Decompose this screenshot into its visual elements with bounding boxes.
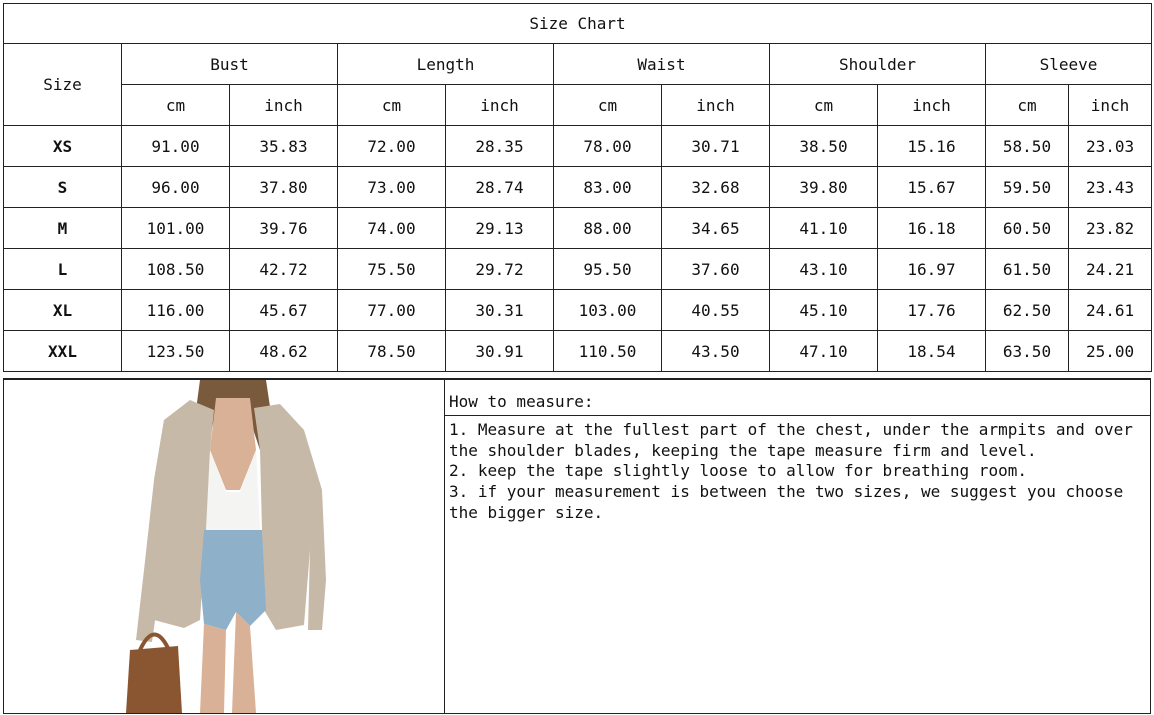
measurement-cell: 58.50 [986, 126, 1069, 167]
measure-header-bust: Bust [122, 44, 338, 85]
unit-header-inch: inch [230, 85, 338, 126]
unit-header-cm: cm [338, 85, 446, 126]
table-row [4, 331, 1152, 372]
measurement-cell: 40.55 [662, 290, 770, 331]
measurement-cell: 95.50 [554, 249, 662, 290]
table-row [4, 290, 1152, 331]
measurement-cell: 62.50 [986, 290, 1069, 331]
leg-left [200, 624, 226, 713]
measurement-cell: 78.00 [554, 126, 662, 167]
measurement-cell: 25.00 [1069, 331, 1152, 372]
measurement-cell: 38.50 [770, 126, 878, 167]
size-cell: M [4, 208, 122, 249]
measurement-cell: 45.67 [230, 290, 338, 331]
measurement-cell: 15.16 [878, 126, 986, 167]
measurement-cell: 29.13 [446, 208, 554, 249]
unit-header-cm: cm [122, 85, 230, 126]
measure-header-waist: Waist [554, 44, 770, 85]
unit-header-inch: inch [1069, 85, 1152, 126]
measurement-cell: 101.00 [122, 208, 230, 249]
size-column-header: Size [4, 44, 122, 126]
table-row [4, 208, 1152, 249]
measurement-cell: 28.74 [446, 167, 554, 208]
measurement-cell: 30.31 [446, 290, 554, 331]
size-cell: XL [4, 290, 122, 331]
model-illustration [4, 380, 444, 713]
measure-step: 3. if your measurement is between the two sizes, we suggest you choose the bigger size. [449, 482, 1124, 522]
measurement-cell: 30.91 [446, 331, 554, 372]
measurement-cell: 23.03 [1069, 126, 1152, 167]
measure-step: 2. keep the tape slightly loose to allow for breathing room. [449, 461, 1027, 481]
table-row [4, 126, 1152, 167]
size-chart-title: Size Chart [4, 4, 1152, 44]
measurement-cell: 116.00 [122, 290, 230, 331]
measurement-cell: 108.50 [122, 249, 230, 290]
measurement-cell: 63.50 [986, 331, 1069, 372]
measurement-cell: 39.76 [230, 208, 338, 249]
measurement-cell: 23.82 [1069, 208, 1152, 249]
measurement-cell: 60.50 [986, 208, 1069, 249]
measurement-cell: 91.00 [122, 126, 230, 167]
how-to-measure-title: How to measure: [445, 380, 1150, 416]
measurement-cell: 24.61 [1069, 290, 1152, 331]
measurement-cell: 103.00 [554, 290, 662, 331]
unit-header-cm: cm [770, 85, 878, 126]
measure-header-shoulder: Shoulder [770, 44, 986, 85]
measurement-cell: 15.67 [878, 167, 986, 208]
measurement-cell: 29.72 [446, 249, 554, 290]
measurement-cell: 77.00 [338, 290, 446, 331]
measurement-cell: 75.50 [338, 249, 446, 290]
measurement-cell: 43.10 [770, 249, 878, 290]
how-to-measure [445, 380, 1150, 713]
unit-header-cm: cm [554, 85, 662, 126]
measurement-cell: 24.21 [1069, 249, 1152, 290]
measurement-cell: 30.71 [662, 126, 770, 167]
size-cell: L [4, 249, 122, 290]
measurement-cell: 42.72 [230, 249, 338, 290]
measurement-cell: 16.18 [878, 208, 986, 249]
model-photo [4, 380, 445, 713]
measurement-cell: 78.50 [338, 331, 446, 372]
measurement-cell: 73.00 [338, 167, 446, 208]
measurement-cell: 23.43 [1069, 167, 1152, 208]
unit-header-inch: inch [446, 85, 554, 126]
measurement-cell: 47.10 [770, 331, 878, 372]
measurement-cell: 83.00 [554, 167, 662, 208]
how-to-measure-steps [445, 416, 1150, 524]
size-chart-table [3, 3, 1152, 372]
unit-header-inch: inch [878, 85, 986, 126]
measurement-cell: 110.50 [554, 331, 662, 372]
measurement-cell: 32.68 [662, 167, 770, 208]
measurement-cell: 37.80 [230, 167, 338, 208]
table-row [4, 167, 1152, 208]
measurement-cell: 123.50 [122, 331, 230, 372]
handbag [126, 646, 182, 713]
measurement-cell: 34.65 [662, 208, 770, 249]
measurement-cell: 41.10 [770, 208, 878, 249]
size-rows [4, 126, 1152, 372]
measure-header-sleeve: Sleeve [986, 44, 1152, 85]
denim-shorts [200, 530, 266, 630]
measurement-cell: 59.50 [986, 167, 1069, 208]
measurement-cell: 35.83 [230, 126, 338, 167]
measurement-cell: 88.00 [554, 208, 662, 249]
unit-header-cm: cm [986, 85, 1069, 126]
measurement-cell: 45.10 [770, 290, 878, 331]
measurement-cell: 48.62 [230, 331, 338, 372]
table-row [4, 249, 1152, 290]
measurement-cell: 72.00 [338, 126, 446, 167]
unit-header-inch: inch [662, 85, 770, 126]
measurement-cell: 39.80 [770, 167, 878, 208]
measure-guide-panel [3, 378, 1151, 714]
measurement-cell: 28.35 [446, 126, 554, 167]
measurement-cell: 96.00 [122, 167, 230, 208]
measurement-cell: 17.76 [878, 290, 986, 331]
measurement-cell: 74.00 [338, 208, 446, 249]
measurement-cell: 43.50 [662, 331, 770, 372]
measurement-cell: 37.60 [662, 249, 770, 290]
measurement-cell: 18.54 [878, 331, 986, 372]
size-cell: S [4, 167, 122, 208]
size-cell: XS [4, 126, 122, 167]
measure-step: 1. Measure at the fullest part of the chest, under the armpits and over the shoulder blades, keeping the tape measure firm and level. [449, 420, 1133, 460]
measurement-cell: 16.97 [878, 249, 986, 290]
measurement-cell: 61.50 [986, 249, 1069, 290]
size-cell: XXL [4, 331, 122, 372]
measure-header-length: Length [338, 44, 554, 85]
